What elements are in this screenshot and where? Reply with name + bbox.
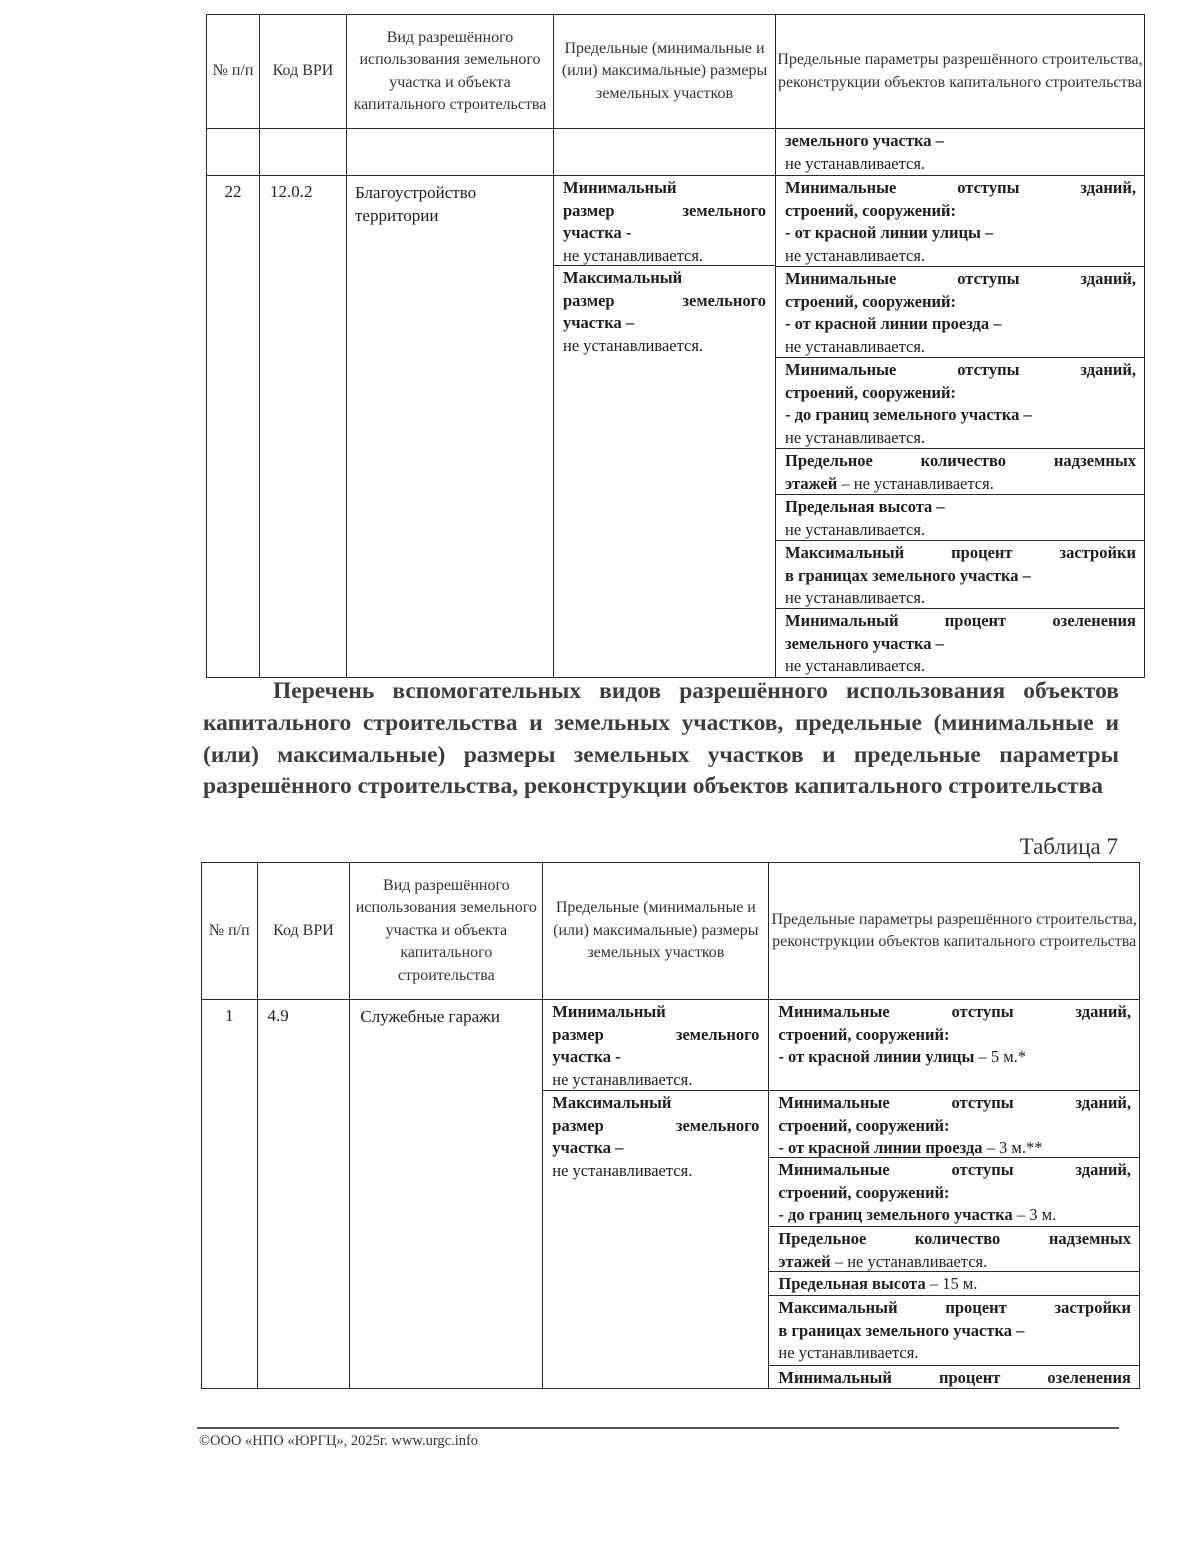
table-auxiliary-uses [201,862,1140,1389]
param-max-coverage: Максимальный процент застройки в границах земельного участка – не устанавливается. [776,541,1144,609]
table-caption: Таблица 7 [1019,834,1118,859]
param-setback-driveway: Минимальные отступы зданий, строений, сооружений: - от красной линии проезда – 3 м.** [769,1091,1139,1158]
header-vid: Вид разрешённого использования земельного участка и объекта капитального строительства [350,863,543,1000]
header-sizes: Предельные (минимальные и (или) максимальные) размеры земельных участков [543,863,769,1000]
min-size-cell: Минимальный размер земельного участка - не устанавливается. [543,1000,768,1091]
row-code: 4.9 [257,1000,350,1389]
table-row [207,176,1145,678]
header-code: Код ВРИ [257,863,350,1000]
footer-divider [197,1427,1119,1429]
table-header-row [207,15,1145,129]
row-number: 22 [207,176,260,678]
param-setback-boundary: Минимальные отступы зданий, строений, сооружений: - до границ земельного участка – не устанавливается. [776,358,1144,449]
footer-copyright: ©ООО «НПО «ЮРГЦ», 2025г. www.urgc.info [199,1433,479,1449]
section-heading: Перечень вспомогательных видов разрешённого использования объектов капитального строительства и земельных участков, предельные (минимальные и (или) максимальные) размеры земельных участков и предельные параметры разрешённого строительства, реконструкции объектов капитального строительства [203,678,1119,800]
param-setback-street: Минимальные отступы зданий, строений, сооружений: - от красной линии улицы – не устанавливается. [776,176,1144,267]
header-sizes: Предельные (минимальные и (или) максимальные) размеры земельных участков [554,15,776,129]
param-setback-boundary: Минимальные отступы зданий, строений, сооружений: - до границ земельного участка – 3 м. [769,1158,1139,1227]
param-setback-driveway: Минимальные отступы зданий, строений, сооружений: - от красной линии проезда – не устанавливается. [776,267,1144,358]
param-floors: Предельное количество надземных этажей – не устанавливается. [769,1227,1139,1272]
param-max-coverage: Максимальный процент застройки в границах земельного участка – не устанавливается. [769,1296,1139,1366]
param-min-greening: Минимальный процент озеленения [778,1368,1131,1387]
min-size-cell: Минимальный размер земельного участка - не устанавливается. [554,176,775,266]
param-min-greening: Минимальный процент озеленения земельного участка – не устанавливается. [785,611,1136,676]
row-code: 12.0.2 [260,176,347,678]
table-primary-continuation [206,14,1145,678]
row-vid: Благоустройство территории [347,176,554,678]
param-floors: Предельное количество надземных этажей – не устанавливается. [776,449,1144,495]
param-height: Предельная высота – не устанавливается. [776,495,1144,541]
table-row [202,1000,1140,1389]
continued-text: земельного участка – [785,131,944,150]
header-code: Код ВРИ [260,15,347,129]
header-params: Предельные параметры разрешённого строительства, реконструкции объектов капитального строительства [769,863,1140,1000]
row-number: 1 [202,1000,258,1389]
table-header-row [202,863,1140,1000]
row-vid: Служебные гаражи [350,1000,543,1389]
max-size-cell: Максимальный размер земельного участка – не устанавливается. [563,268,766,355]
header-num: № п/п [202,863,258,1000]
header-params: Предельные параметры разрешённого строительства, реконструкции объектов капитального строительства [776,15,1145,129]
header-vid: Вид разрешённого использования земельного участка и объекта капитального строительства [347,15,554,129]
max-size-cell: Максимальный размер земельного участка – не устанавливается. [552,1093,760,1180]
param-setback-street: Минимальные отступы зданий, строений, сооружений: - от красной линии улицы – 5 м.* [769,1000,1139,1091]
continued-value: не устанавливается. [785,153,926,173]
header-num: № п/п [207,15,260,129]
table-row-continued [207,129,1145,176]
param-height: Предельная высота – 15 м. [769,1272,1139,1296]
